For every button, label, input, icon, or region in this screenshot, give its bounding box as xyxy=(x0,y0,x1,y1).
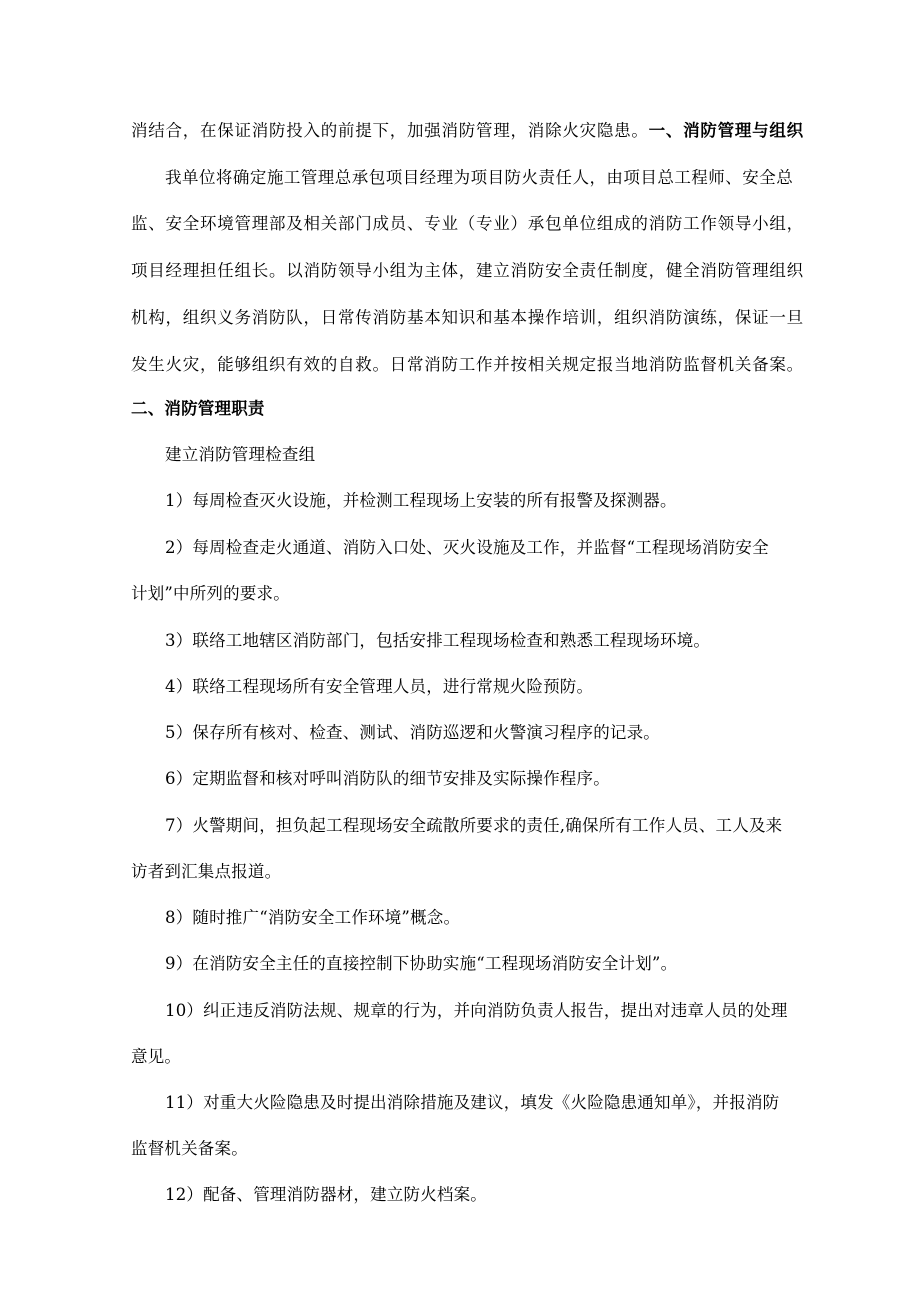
list-item-7: 7）火警期间，担负起工程现场安全疏散所要求的责任,确保所有工作人员、工人及来 xyxy=(165,816,783,835)
paragraph-line-1 xyxy=(131,121,803,141)
paragraph-line-5: 机构，组织义务消防队，日常传消防基本知识和基本操作培训，组织消防演练，保证一旦 xyxy=(131,308,804,327)
list-item-4: 4）联络工程现场所有安全管理人员，进行常规火险预防。 xyxy=(165,677,594,696)
paragraph-line-4: 项目经理担任组长。以消防领导小组为主体，建立消防安全责任制度，健全消防管理组织 xyxy=(131,261,804,280)
subheading-check-group: 建立消防管理检查组 xyxy=(165,445,316,464)
list-item-9: 9）在消防安全主任的直接控制下协助实施“工程现场消防安全计划”。 xyxy=(165,954,678,973)
list-item-2-continued: 计划”中所列的要求。 xyxy=(131,584,290,603)
list-item-10: 10）纠正违反消防法规、规章的行为，并向消防负责人报告，提出对违章人员的处理 xyxy=(165,1001,788,1020)
list-item-11-continued: 监督机关备案。 xyxy=(131,1139,248,1158)
paragraph-line-3: 监、安全环境管理部及相关部门成员、专业（专业）承包单位组成的消防工作领导小组， xyxy=(131,214,804,233)
paragraph-line-6: 发生火灾，能够组织有效的自救。日常消防工作并按相关规定报当地消防监督机关备案。 xyxy=(131,355,804,374)
list-item-7-continued: 访者到汇集点报道。 xyxy=(131,862,282,881)
list-item-3: 3）联络工地辖区消防部门，包括安排工程现场检查和熟悉工程现场环境。 xyxy=(165,631,711,650)
paragraph-line-2: 我单位将确定施工管理总承包项目经理为项目防火责任人，由项目总工程师、安全总 xyxy=(165,168,794,187)
list-item-11: 11）对重大火险隐患及时提出消除措施及建议，填发《火险隐患通知单》，并报消防 xyxy=(165,1093,780,1112)
list-item-1: 1）每周检查灭火设施，并检测工程现场上安装的所有报警及探测器。 xyxy=(165,491,677,510)
list-item-8: 8）随时推广“消防安全工作环境”概念。 xyxy=(165,908,461,927)
line-text: 消结合，在保证消防投入的前提下，加强消防管理，消除火灾隐患。 xyxy=(131,121,649,140)
list-item-10-continued: 意见。 xyxy=(131,1047,182,1066)
list-item-5: 5）保存所有核对、检查、测试、消防巡逻和火警演习程序的记录。 xyxy=(165,723,660,742)
section-heading-1: 一、消防管理与组织 xyxy=(648,121,804,140)
section-heading-2: 二、消防管理职责 xyxy=(131,399,265,418)
list-item-2: 2）每周检查走火通道、消防入口处、灭火设施及工作，并监督“工程现场消防安全 xyxy=(165,538,769,557)
list-item-12: 12）配备、管理消防器材，建立防火档案。 xyxy=(165,1185,487,1204)
list-item-6: 6）定期监督和核对呼叫消防队的细节安排及实际操作程序。 xyxy=(165,769,610,788)
